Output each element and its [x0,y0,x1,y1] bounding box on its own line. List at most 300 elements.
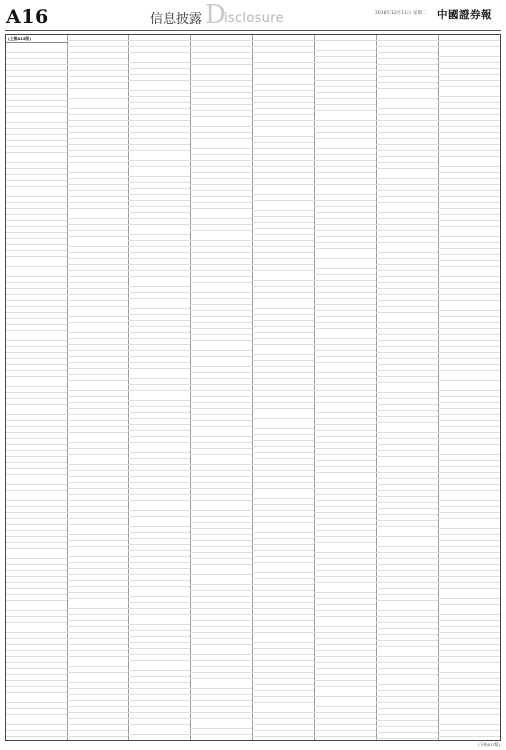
table-cell [75,557,95,562]
table-cell [67,627,75,632]
table-cell [342,275,360,280]
table-cell [190,75,198,80]
table-cell [260,315,280,320]
table-cell [280,217,298,222]
table-cell [198,161,218,166]
table-cell [128,701,136,706]
table-cell [280,615,298,620]
table-cell [252,355,260,360]
table-cell [260,185,280,194]
table-cell [14,475,34,484]
table-cell [94,351,112,356]
table-cell [342,299,360,304]
table-row [128,501,190,511]
table-cell [252,453,260,458]
table-cell [190,219,198,224]
page-header [0,0,506,34]
table-cell [6,301,14,306]
table-column [190,35,253,740]
table-cell [260,173,280,178]
table-cell [128,327,136,332]
table-cell [218,443,236,448]
table-cell [75,707,95,712]
table-cell [67,483,75,488]
table-cell [190,385,198,390]
table-cell [136,333,156,338]
table-cell [260,643,280,648]
table-cell [280,69,298,74]
table-cell [342,553,360,558]
table-cell [33,421,51,426]
table-cell [342,495,360,500]
table-cell [156,309,174,314]
table-cell [67,465,75,470]
table-cell [190,87,198,92]
table-cell [260,201,280,210]
table-cell [314,269,322,274]
table-cell [218,93,236,98]
table-cell [14,251,34,256]
table-cell [190,351,198,356]
table-cell [67,109,75,114]
table-cell [198,465,218,470]
table-cell [156,75,174,80]
table-cell [252,235,260,240]
table-cell [75,197,95,202]
table-cell [260,355,280,360]
table-cell [67,89,75,98]
table-cell [198,87,218,92]
table-cell [252,499,260,504]
table-row [190,719,252,729]
table-cell [190,615,198,620]
table-cell [314,565,322,570]
table-cell [94,151,112,156]
table-cell [218,341,236,350]
table-cell [198,99,218,104]
table-cell [6,709,14,714]
table-cell [252,259,260,264]
table-cell [198,379,218,384]
table-cell [218,621,236,626]
table-cell [94,455,112,464]
table-cell [94,581,112,586]
table-cell [94,525,112,534]
table-cell [314,379,322,384]
table-cell [322,583,342,592]
table-cell [75,701,95,706]
table-cell [156,287,174,292]
table-cell [6,77,14,82]
table-cell [128,707,136,712]
table-cell [156,569,174,574]
table-cell [314,713,322,718]
table-cell [280,195,298,200]
table-cell [190,59,198,64]
table-cell [136,615,156,624]
table-cell [128,637,136,642]
table-cell [94,157,112,162]
table-cell [128,91,136,96]
table-cell [128,587,136,596]
table-cell [156,637,174,642]
table-cell [6,175,14,180]
table-cell [128,195,136,200]
table-cell [156,517,174,526]
table-cell [156,683,174,688]
table-cell [314,513,322,518]
table-cell [67,563,75,568]
table-cell [218,707,236,712]
table-cell [342,467,360,472]
table-cell [75,345,95,350]
table-cell [75,599,95,608]
table-cell [14,657,34,662]
table-row [190,455,252,465]
table-cell [75,525,95,534]
table-cell [342,379,360,384]
table-cell [342,419,360,424]
table-cell [67,633,75,638]
table-cell [94,477,112,482]
table-cell [252,685,260,690]
table-cell [75,667,95,672]
table-cell [218,523,236,528]
table-cell [322,385,342,390]
table-cell [252,223,260,228]
table-cell [67,695,75,700]
table-cell [322,185,342,194]
table-cell [67,415,75,420]
table-cell [280,697,298,702]
table-cell [252,691,260,696]
table-cell [198,149,218,154]
table-cell [14,313,34,318]
table-cell [314,75,322,80]
table-cell [136,339,156,344]
table-cell [14,513,34,518]
table-cell [14,325,34,330]
table-cell [280,603,298,608]
table-cell [6,415,14,420]
table-cell [252,667,260,672]
table-cell [75,307,95,316]
table-row [67,99,128,109]
table-cell [136,511,156,516]
table-cell [198,59,218,64]
table-cell [190,225,198,230]
table-cell [260,149,280,154]
table-cell [342,87,360,92]
table-cell [94,593,112,598]
table-cell [198,219,218,224]
table-cell [156,357,174,362]
table-cell [136,557,156,562]
table-cell [252,287,260,292]
table-cell [218,47,236,52]
table-cell [190,627,198,632]
table-cell [260,649,280,654]
table-cell [190,81,198,86]
table-cell [75,41,95,46]
table-cell [190,465,198,470]
table-cell [6,289,14,294]
table-cell [252,655,260,660]
table-cell [136,459,156,464]
table-cell [94,253,112,258]
table-cell [136,247,156,252]
table-cell [128,437,136,442]
table-cell [280,511,298,516]
table-cell [128,401,136,406]
table-cell [94,707,112,712]
table-row [190,65,252,75]
table-cell [67,581,75,586]
table-cell [136,713,156,718]
table-cell [33,135,51,140]
table-cell [198,247,218,252]
table-row [314,41,376,51]
table-cell [128,631,136,636]
table-cell [14,53,34,58]
table-cell [322,339,342,344]
table-cell [136,345,156,350]
table-cell [280,435,298,440]
table-cell [252,241,260,246]
table-cell [14,725,34,730]
table-cell [218,179,236,184]
table-cell [198,409,218,414]
table-cell [75,369,95,374]
table-cell [314,507,322,512]
table-cell [252,293,260,298]
table-cell [67,519,75,524]
table-cell [252,409,260,418]
table-cell [156,195,174,200]
table-cell [136,201,156,206]
table-cell [190,99,198,104]
table-row [190,565,252,575]
table-cell [128,563,136,568]
table-cell [67,191,75,196]
table-cell [190,283,198,292]
table-cell [280,161,298,166]
table-cell [94,535,112,540]
table-cell [218,277,236,282]
table-cell [218,367,236,372]
table-cell [252,591,260,596]
table-cell [322,105,342,110]
table-row [190,645,252,655]
table-cell [260,195,280,200]
table-cell [136,701,156,706]
table-cell [218,75,236,80]
table-cell [218,203,236,208]
table-cell [252,339,260,344]
table-cell [67,391,75,396]
table-cell [322,201,342,206]
table-cell [136,177,156,182]
table-cell [136,271,156,276]
table-cell [6,347,14,352]
table-cell [260,155,280,160]
table-cell [6,371,14,376]
table-cell [190,547,198,552]
table-cell [198,155,218,160]
table-cell [322,419,342,424]
table-cell [136,655,156,660]
table-cell [190,111,198,116]
table-cell [94,737,112,740]
table-cell [136,145,156,150]
table-cell [280,309,298,314]
table-cell [342,179,360,184]
table-cell [33,405,51,414]
table-cell [33,663,51,668]
table-row [314,363,376,373]
table-cell [94,683,112,688]
table-cell [128,517,136,526]
table-cell [322,627,342,632]
table-cell [128,719,136,724]
table-cell [67,557,75,562]
table-cell [156,41,174,46]
table-row [252,271,314,281]
table-cell [260,253,280,258]
table-cell [6,135,14,140]
table-cell [252,35,260,40]
table-cell [260,115,280,120]
table-cell [260,63,280,68]
table-cell [322,507,342,512]
table-cell [314,357,322,362]
table-cell [314,167,322,172]
table-cell [218,565,236,574]
table-cell [280,75,298,84]
table-cell [280,471,298,476]
table-row [252,489,314,499]
table-cell [6,663,14,668]
table-cell [33,113,51,122]
table-cell [33,65,51,70]
table-cell [94,415,112,420]
table-cell [322,495,342,500]
table-cell [280,253,298,258]
table-cell [322,63,342,68]
table-cell [252,627,260,632]
table-cell [322,167,342,172]
table-cell [94,209,112,218]
table-cell [33,107,51,112]
table-cell [136,527,156,532]
table-cell [198,477,218,482]
table-cell [67,157,75,162]
table-cell [75,99,95,108]
table-cell [156,695,174,700]
table-cell [14,95,34,100]
table-cell [156,63,174,68]
table-cell [94,627,112,632]
table-cell [190,311,198,316]
table-cell [136,109,156,114]
table-cell [156,259,174,264]
table-cell [190,323,198,328]
table-cell [128,287,136,292]
table-cell [280,533,298,538]
table-cell [322,249,342,258]
table-cell [136,677,156,682]
table-cell [322,75,342,80]
table-cell [322,373,342,378]
table-cell [218,597,236,602]
table-cell [94,575,112,580]
table-area [5,34,501,741]
table-cell [218,437,236,442]
table-cell [33,513,51,518]
table-cell [252,247,260,252]
table-cell [156,69,174,74]
table-row [190,231,252,241]
table-cell [280,621,298,626]
table-cell [198,367,218,372]
table-cell [94,713,112,718]
table-cell [342,449,360,454]
table-cell [342,633,360,638]
table-cell [136,183,156,188]
table-cell [75,375,95,380]
table-cell [218,455,236,464]
table-cell [218,495,236,500]
table-cell [14,371,34,376]
table-cell [260,167,280,172]
table-cell [14,71,34,76]
table-cell [156,453,174,458]
table-cell [190,265,198,270]
table-cell [252,281,260,286]
table-cell [128,213,136,218]
table-cell [252,179,260,184]
table-cell [94,133,112,138]
table-cell [94,639,112,644]
table-cell [260,345,280,354]
table-cell [260,287,280,292]
table-cell [198,437,218,442]
table-cell [14,283,34,288]
table-cell [190,149,198,154]
table-cell [128,351,136,356]
table-cell [218,271,236,276]
table-cell [218,247,236,252]
table-cell [94,71,112,76]
table-cell [6,731,14,736]
table-cell [218,335,236,340]
table-row [6,601,67,611]
table-cell [67,225,75,230]
table-cell [67,507,75,512]
table-cell [198,591,218,596]
table-cell [94,203,112,208]
table-cell [6,703,14,708]
table-row [252,737,314,740]
table-cell [14,289,34,294]
table-cell [14,463,34,468]
table-cell [128,545,136,550]
table-cell [280,367,298,372]
table-cell [14,519,34,524]
table-cell [33,251,51,256]
table-cell [33,601,51,610]
table-cell [6,617,14,622]
